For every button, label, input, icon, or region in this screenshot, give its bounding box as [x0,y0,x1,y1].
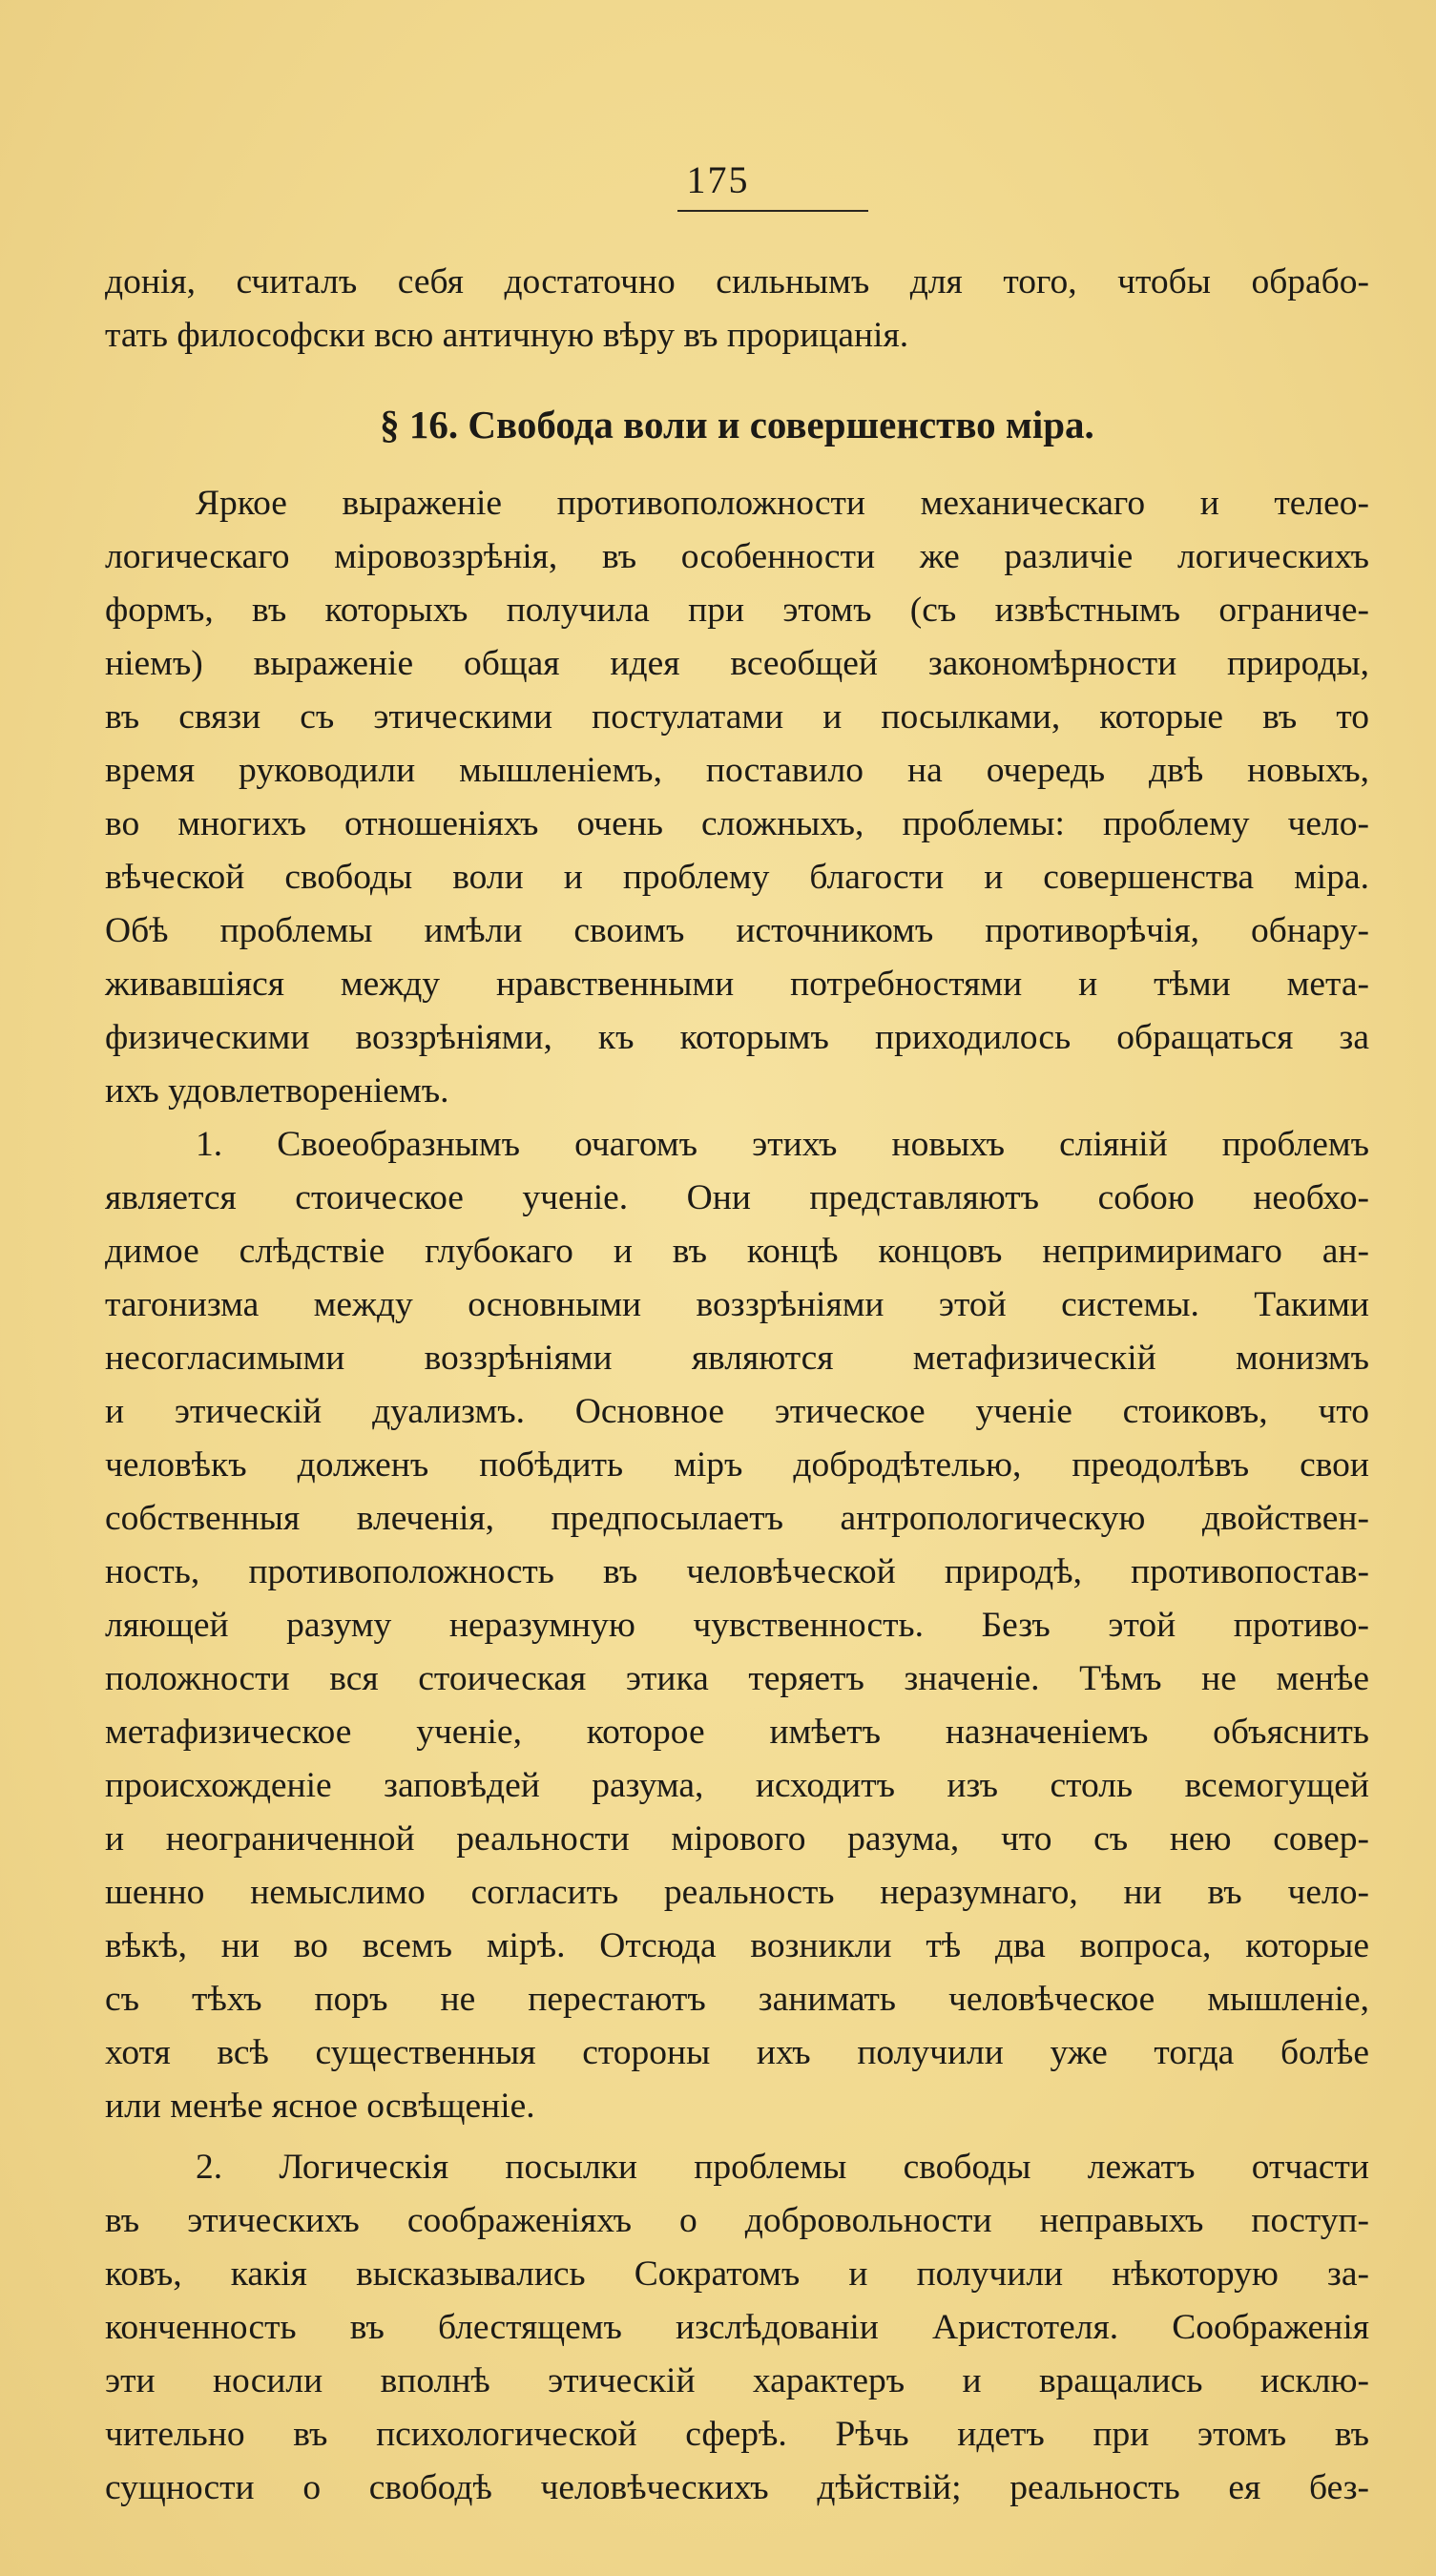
text-line: конченность въ блестящемъ изслѣдованіи Аристотеля. Соображенія [105,2308,1369,2347]
text-line: вѣкѣ, ни во всемъ мірѣ. Отсюда возникли тѣ два вопроса, которые [105,1926,1369,1965]
text-line: въ этическихъ соображеніяхъ о добровольности неправыхъ поступ- [105,2201,1369,2240]
text-line: является стоическое ученіе. Они представляютъ собою необхо- [105,1178,1369,1217]
text-line: 1. Своеобразнымъ очагомъ этихъ новыхъ сліяній проблемъ [196,1125,1369,1164]
text-line: время руководили мышленіемъ, поставило на очередь двѣ новыхъ, [105,751,1369,790]
text-line: происхожденіе заповѣдей разума, исходитъ изъ столь всемогущей [105,1766,1369,1805]
text-line: ніемъ) выраженіе общая идея всеобщей закономѣрности природы, [105,644,1369,683]
text-line: шенно немыслимо согласить реальность неразумнаго, ни въ чело- [105,1873,1369,1912]
text-line: тагонизма между основными воззрѣніями этой системы. Такими [105,1285,1369,1324]
text-line: собственныя влеченія, предпосылаетъ антропологическую двойствен- [105,1499,1369,1538]
text-line: Обѣ проблемы имѣли своимъ источникомъ противорѣчія, обнару- [105,911,1369,950]
text-line: эти носили вполнѣ этическій характеръ и вращались исклю- [105,2361,1369,2400]
text-line: формъ, въ которыхъ получила при этомъ (съ извѣстнымъ ограниче- [105,591,1369,630]
text-line: вѣческой свободы воли и проблему благости и совершенства міра. [105,858,1369,897]
text-line: несогласимыми воззрѣніями являются метафизическій монизмъ [105,1339,1369,1378]
text-line: сущности о свободѣ человѣческихъ дѣйствій; реальность ея без- [105,2468,1369,2507]
page-number: 175 [686,158,750,201]
section-heading: § 16. Свобода воли и совершенство міра. [380,403,1094,447]
text-line: донія, считалъ себя достаточно сильнымъ для того, чтобы обрабо- [105,262,1369,301]
text-line: димое слѣдствіе глубокаго и въ концѣ концовъ непримиримаго ан- [105,1232,1369,1271]
text-line: и неограниченной реальности мірового разума, что съ нею совер- [105,1819,1369,1859]
text-line: въ связи съ этическими постулатами и посылками, которые въ то [105,697,1369,737]
text-line: съ тѣхъ поръ не перестаютъ занимать человѣческое мышленіе, [105,1980,1369,2019]
body-text [105,256,1369,2515]
text-line: во многихъ отношеніяхъ очень сложныхъ, проблемы: проблему чело- [105,804,1369,843]
page-number-rule [677,210,868,212]
paragraph-intro [105,477,1369,1118]
text-line: и этическій дуализмъ. Основное этическое ученіе стоиковъ, что [105,1392,1369,1431]
text-line: физическими воззрѣніями, къ которымъ приходилось обращаться за [105,1018,1369,1057]
text-line: ковъ, какія высказывались Сократомъ и получили нѣкоторую за- [105,2254,1369,2294]
text-line: Яркое выраженіе противоположности механическаго и телео- [196,484,1369,523]
text-line: ляющей разуму неразумную чувственность. Безъ этой противо- [105,1606,1369,1645]
paragraph-1 [105,1118,1369,2133]
text-line: 2. Логическія посылки проблемы свободы лежатъ отчасти [196,2148,1369,2187]
text-line: логическаго міровоззрѣнія, въ особенности же различіе логическихъ [105,537,1369,576]
text-line: ихъ удовлетвореніемъ. [105,1071,449,1111]
text-line: ность, противоположность въ человѣческой природѣ, противопостав- [105,1552,1369,1591]
text-line: чительно въ психологической сферѣ. Рѣчь идетъ при этомъ въ [105,2415,1369,2454]
text-line: живавшіяся между нравственными потребностями и тѣми мета- [105,965,1369,1004]
text-line: человѣкъ долженъ побѣдить міръ добродѣтелью, преодолѣвъ свои [105,1445,1369,1485]
paragraph-gap [105,2133,1369,2141]
text-line: тать философски всю античную вѣру въ прорицанія. [105,316,909,355]
paragraph-2 [105,2141,1369,2515]
text-line: положности вся стоическая этика теряетъ значеніе. Тѣмъ не менѣе [105,1659,1369,1698]
text-line: или менѣе ясное освѣщеніе. [105,2087,535,2126]
text-line: метафизическое ученіе, которое имѣетъ назначеніемъ объяснить [105,1713,1369,1752]
text-line: хотя всѣ существенныя стороны ихъ получили уже тогда болѣе [105,2033,1369,2072]
